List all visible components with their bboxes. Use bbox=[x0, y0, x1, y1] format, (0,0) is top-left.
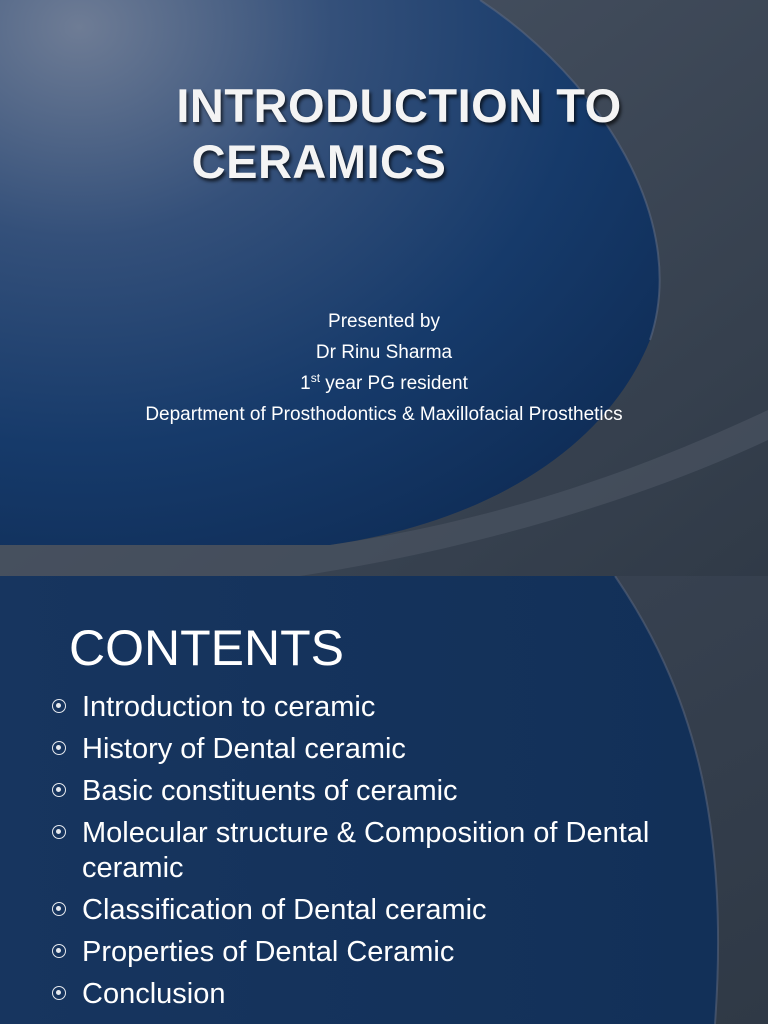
presented-by-label: Presented by bbox=[328, 311, 440, 332]
list-item bbox=[50, 774, 650, 809]
list-item bbox=[50, 816, 650, 886]
circle-dot-bullet-icon bbox=[52, 825, 66, 839]
year-suffix: st bbox=[310, 371, 321, 385]
list-item bbox=[50, 935, 650, 970]
list-item-text: History of Dental ceramic bbox=[82, 733, 406, 765]
list-item-text: Molecular structure & Composition of Dental ceramic bbox=[82, 817, 650, 884]
list-item bbox=[50, 977, 650, 1012]
circle-dot-bullet-icon bbox=[52, 902, 66, 916]
year-number: 1 bbox=[300, 373, 311, 394]
year-text: year PG resident bbox=[320, 373, 468, 394]
circle-dot-bullet-icon bbox=[52, 986, 66, 1000]
contents-heading: CONTENTS bbox=[69, 620, 344, 676]
contents-list bbox=[50, 690, 650, 1019]
presenter-info bbox=[0, 306, 768, 430]
list-item-text: Basic constituents of ceramic bbox=[82, 775, 458, 807]
list-item bbox=[50, 690, 650, 725]
circle-dot-bullet-icon bbox=[52, 783, 66, 797]
list-item-text: Properties of Dental Ceramic bbox=[82, 936, 455, 968]
presenter-year bbox=[0, 368, 768, 399]
presenter-department: Department of Prosthodontics & Maxillofacial Prosthetics bbox=[145, 404, 623, 425]
list-item-text: Introduction to ceramic bbox=[82, 691, 376, 723]
presenter-name: Dr Rinu Sharma bbox=[315, 342, 453, 363]
list-item-text: Conclusion bbox=[82, 978, 226, 1010]
list-item bbox=[50, 893, 650, 928]
title-line-1: INTRODUCTION TO bbox=[176, 79, 622, 132]
slide-title bbox=[0, 78, 768, 190]
circle-dot-bullet-icon bbox=[52, 699, 66, 713]
list-item-text: Classification of Dental ceramic bbox=[82, 894, 487, 926]
contents-slide bbox=[0, 576, 768, 1024]
title-line-2: CERAMICS bbox=[191, 135, 447, 188]
circle-dot-bullet-icon bbox=[52, 741, 66, 755]
list-item bbox=[50, 732, 650, 767]
circle-dot-bullet-icon bbox=[52, 944, 66, 958]
